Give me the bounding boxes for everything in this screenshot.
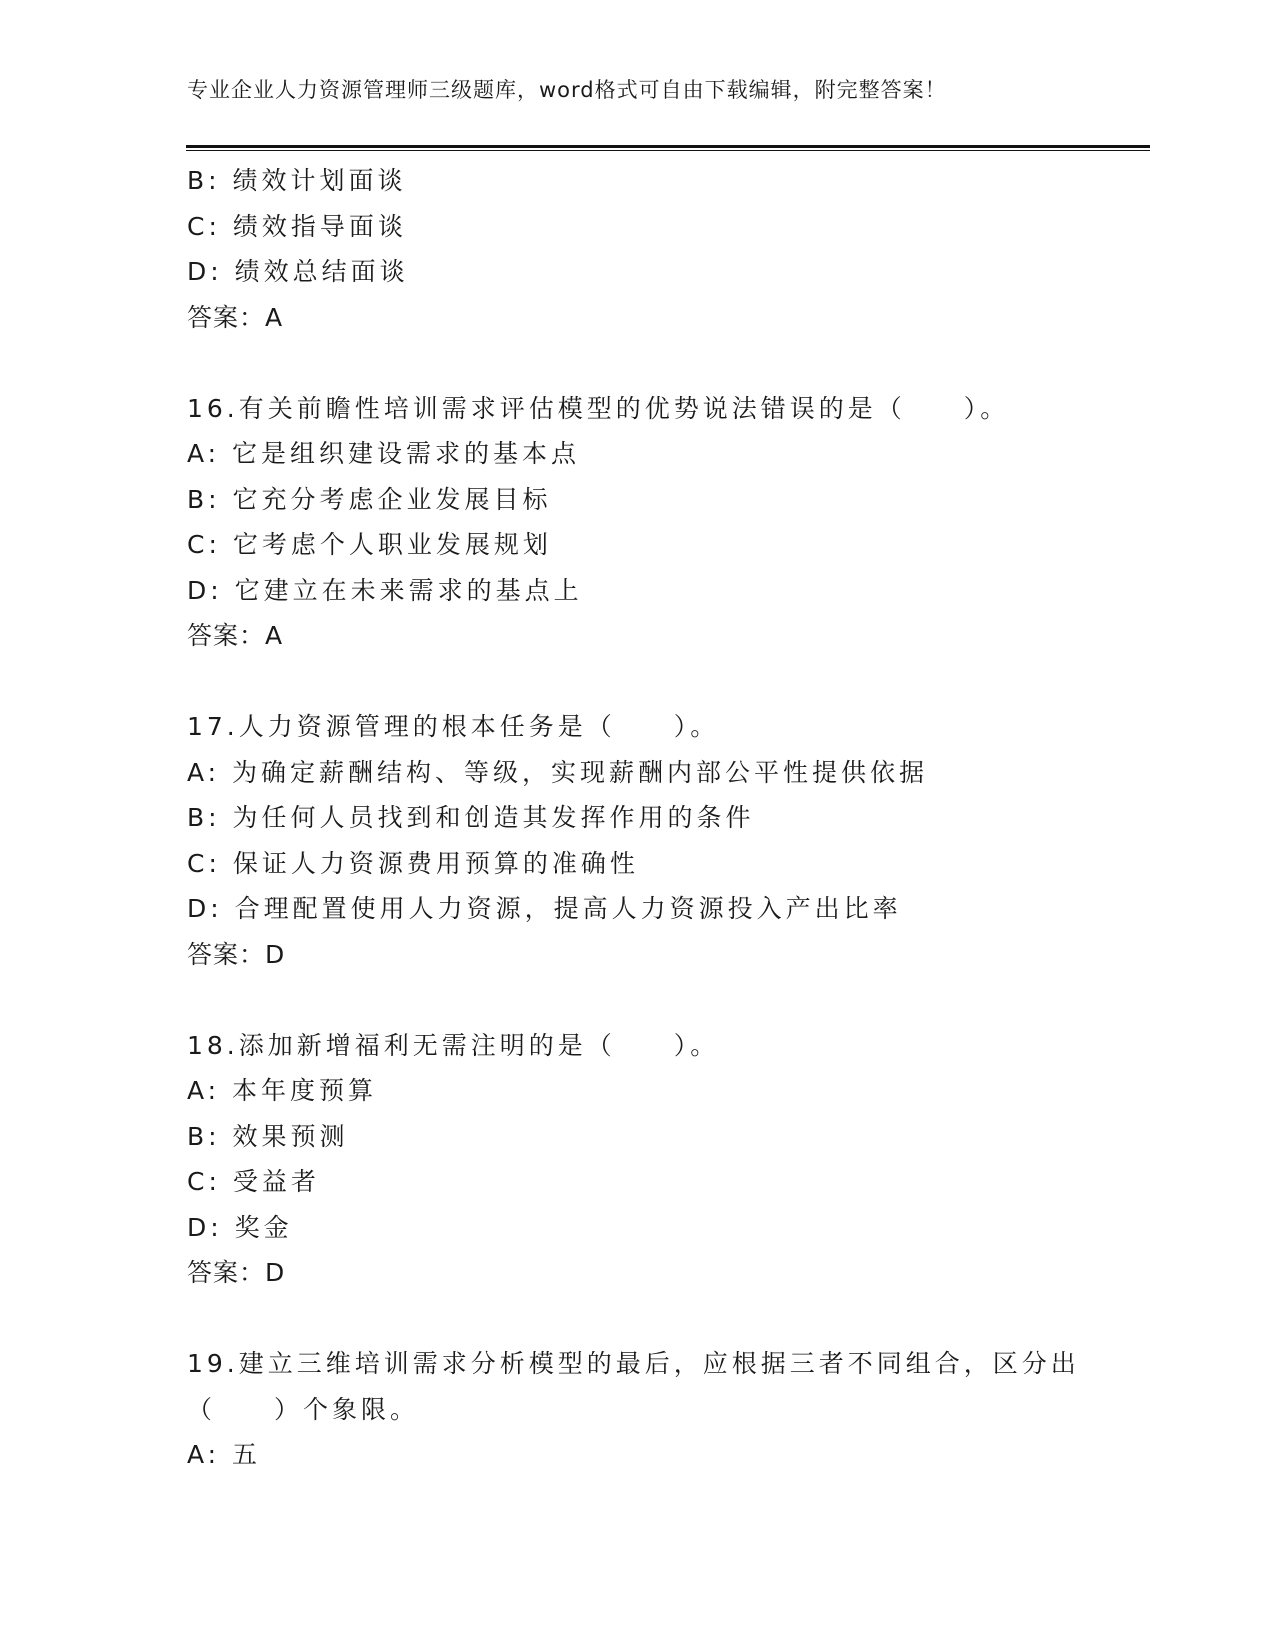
option-item: A: 本年度预算 — [187, 1076, 378, 1105]
option-item: C: 绩效指导面谈 — [187, 211, 407, 241]
option-item: B: 绩效计划面谈 — [187, 166, 407, 195]
option-item: C: 保证人力资源费用预算的准确性 — [187, 848, 639, 878]
spacer — [187, 659, 1087, 705]
option-item: B: 效果预测 — [187, 1121, 349, 1151]
option-item: A: 五 — [187, 1440, 262, 1469]
header-divider-thin — [186, 150, 1150, 151]
spacer — [187, 340, 1087, 386]
option-item: A: 它是组织建设需求的基本点 — [187, 439, 581, 468]
question-text: 19.建立三维培训需求分析模型的最后，应根据三者不同组合，区分出 — [187, 1349, 1080, 1378]
option-item: C: 它考虑个人职业发展规划 — [187, 530, 552, 559]
header-divider — [186, 145, 1150, 151]
question-text: 16.有关前瞻性培训需求评估模型的优势说法错误的是（ ）。 — [187, 393, 1010, 423]
spacer — [187, 1296, 1087, 1342]
option-item: D: 奖金 — [187, 1212, 293, 1242]
page-header: 专业企业人力资源管理师三级题库，word格式可自由下载编辑，附完整答案！ — [187, 78, 947, 102]
answer-line: 答案：D — [187, 939, 286, 969]
option-item: B: 为任何人员找到和创造其发挥作用的条件 — [187, 803, 755, 832]
question-text-continued: （ ）个象限。 — [187, 1394, 420, 1424]
question-text: 18.添加新增福利无需注明的是（ ）。 — [187, 1030, 720, 1060]
answer-line: 答案：A — [187, 621, 284, 650]
option-item: D: 绩效总结面谈 — [187, 257, 409, 286]
option-item: A: 为确定薪酬结构、等级，实现薪酬内部公平性提供依据 — [187, 757, 929, 787]
header-divider-thick — [186, 145, 1150, 148]
answer-line: 答案：D — [187, 1258, 286, 1287]
option-item: C: 受益者 — [187, 1167, 320, 1196]
option-item: B: 它充分考虑企业发展目标 — [187, 484, 552, 514]
option-item: D: 合理配置使用人力资源，提高人力资源投入产出比率 — [187, 894, 902, 923]
answer-line: 答案：A — [187, 302, 284, 332]
spacer — [187, 977, 1087, 1023]
option-item: D: 它建立在未来需求的基点上 — [187, 575, 583, 605]
question-text: 17.人力资源管理的根本任务是（ ）。 — [187, 712, 720, 741]
question-list — [187, 158, 1087, 1478]
